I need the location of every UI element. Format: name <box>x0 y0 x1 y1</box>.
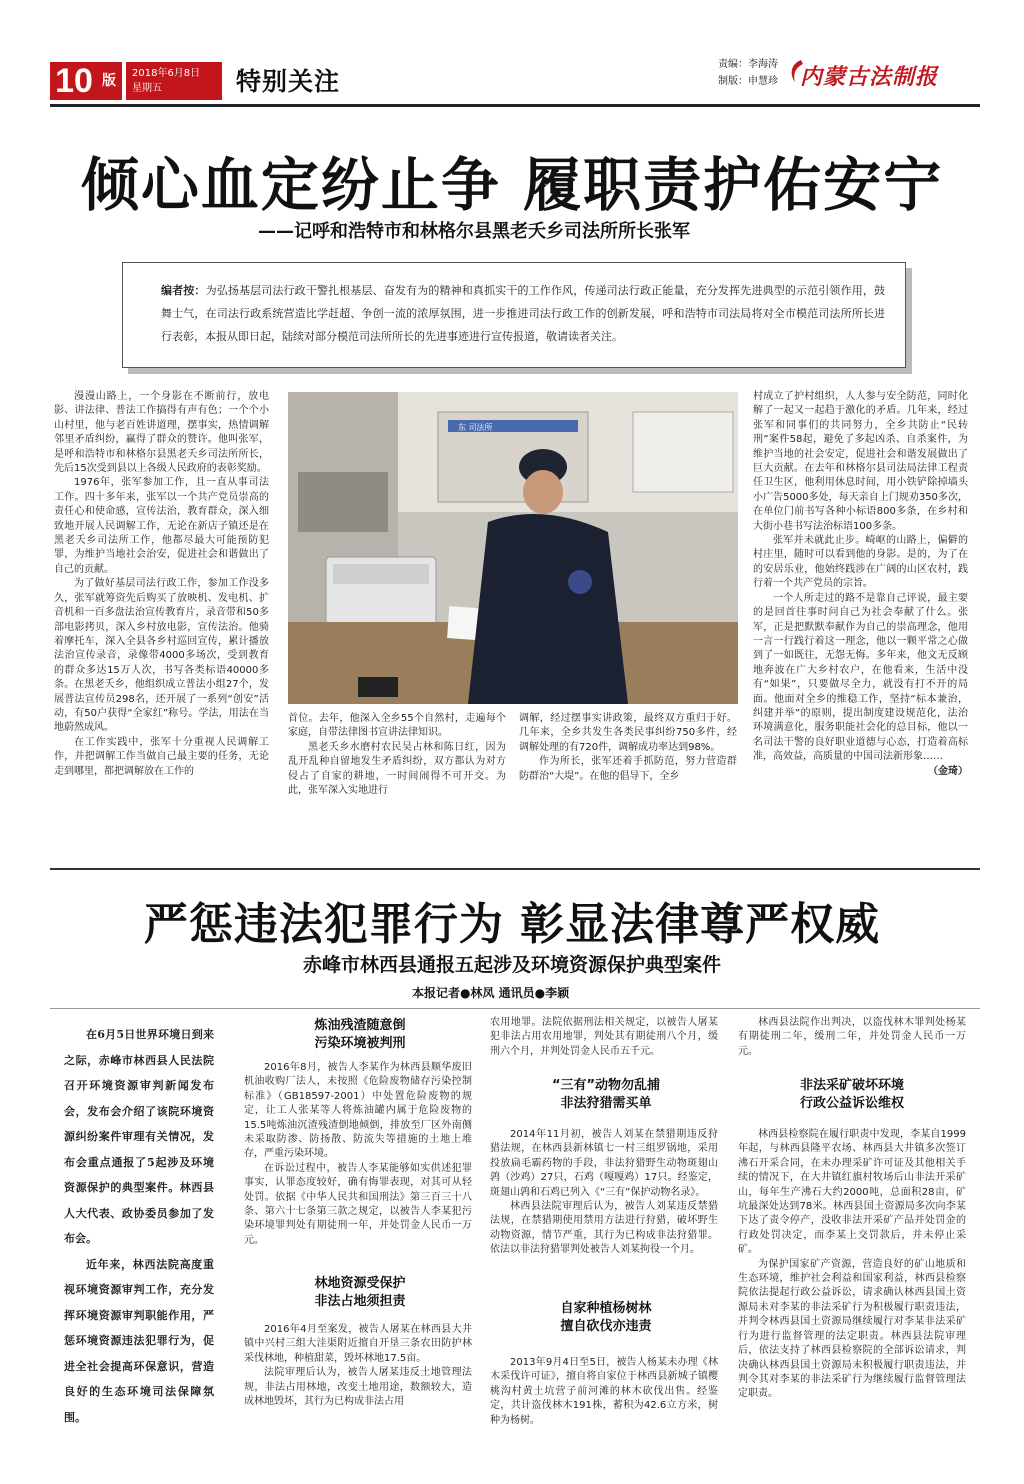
case3-title-line: 非法狩猎需买单 <box>560 1096 652 1111</box>
paragraph: 农用地罪。法院依据刑法相关规定，以被告人屠某犯非法占用农用地罪，判处其有期徒刑八个月，缓刑六个月，并判处罚金人民币五千元。 <box>490 1017 718 1057</box>
paragraph: 2016年8月，被告人李某作为林西县顺华废旧机油收购厂法人，未按照《危险废物储存污染控制标准》（GB18597-2001）中处置危险废物的规定，让工人张某等人将炼油罐内属于危险废物的15.5吨炼油沉渣残渣倒地倾倒，排放至厂区外南侧未采取防渗、防扬散、防流失等措施的土地上堆存，严重污染环境。 <box>244 1062 472 1160</box>
paragraph: 法院审理后认为，被告人屠某违反土地管理法规，非法占用林地，改变土地用途，数额较大，造成林地毁坏，其行为已构成非法占用 <box>244 1367 472 1408</box>
page-ban-label: 版 <box>96 62 122 100</box>
paragraph: 在工作实践中，张军十分重视人民调解工作，并把调解工作当做自己最主要的任务，无论走到哪里，都把调解放在工作的 <box>54 736 269 777</box>
paragraph: 林西县法院审理后认为，被告人刘某违反禁猎法规，在禁猎期使用禁用方法进行狩猎，破坏野生动物资源，情节严重，其行为已构成非法狩猎罪。依法以非法狩猎罪判处被告人刘某拘役一个月。 <box>490 1201 718 1256</box>
photo-sign-text: 东 司法所 <box>458 423 493 432</box>
paragraph: 2016年4月至案发，被告人屠某在林西县大井镇中兴村三组大洼渠附近擅自开垦三条农田防护林采伐林地，种植甜菜，毁坏林地17.5亩。 <box>244 1324 472 1364</box>
case5-body <box>738 1128 966 1402</box>
issue-date <box>126 62 222 100</box>
case2-title-line: 非法占地须担责 <box>314 1294 406 1309</box>
case3-body <box>490 1128 718 1258</box>
paragraph: 在诉讼过程中，被告人李某能够如实供述犯罪事实，认罪态度较好，确有悔罪表现，对其可从轻处罚。依据《中华人民共和国刑法》第三百三十八条、第六十七条第三款之规定，以被告人李某犯污染环境罪判处有期徒刑一年，并处罚金人民币一万元。 <box>244 1162 472 1246</box>
article1-photo <box>288 392 738 704</box>
article1-subtitle: ——记呼和浩特市和林格尔县黑老夭乡司法所所长张军 <box>258 221 690 242</box>
article1-column-2 <box>288 712 506 798</box>
editor-note-text: 为弘扬基层司法行政干警扎根基层、奋发有为的精神和真抓实干的工作作风，传递司法行政正能量，充分发挥先进典型的示范引领作用，鼓舞士气，在司法行政系统营造比学赶超、争创一流的浓厚氛围，进一步推进司法行政工作的创新发展，呼和浩特市司法局将对全市模范司法所所长进行表彰，本报从即日起，陆续对部分模范司法所所长的先进事迹进行宣传报道，敬请读者关注。 <box>161 284 885 343</box>
newspaper-name: 内蒙古法制报 <box>800 65 939 90</box>
case4-body-continued <box>738 1016 966 1059</box>
paragraph: 2013年9月4日至5日，被告人杨某未办理《林木采伐许可证》，擅自将自家位于林西县新城子镇樱桃沟村黄土坑营子前河滩的林木砍伐出售。经鉴定，共计盗伐林木191株，蓄积为42.6立方米，树种为杨树。 <box>490 1357 718 1426</box>
paragraph: 张军并未就此止步。崎岖的山路上，偏僻的村庄里，随时可以看到他的身影。是的，为了在的安居乐业，他始终践涉在广阔的山区农村，践行着一个共产党员的宗旨。 <box>753 535 968 590</box>
article2-subtitle: 赤峰市林西县通报五起涉及环境资源保护典型案件 <box>302 954 721 976</box>
header-rule <box>50 104 980 107</box>
case1-title <box>252 1017 468 1053</box>
paragraph: 林西县检察院在履行职责中发现，李某自1999年起，与林西县隆平农场、林西县大井镇多次签订沸石开采合同，在未办理采矿许可证及其他相关手续的情况下，在大井镇红旗村牧场后山非法开采矿山，每年生产沸石大约2000吨，总面积28亩，矿坑最深处达到78米。林西县国土资源局多次向李某下达了责令停产，没收非法开采矿产品并处罚金的行政处罚决定，而李某上交罚款后，并未停止采矿。 <box>738 1129 966 1256</box>
editor-name: 责编：李海涛 <box>718 59 778 70</box>
case2-body <box>244 1323 472 1409</box>
article1-column-3 <box>519 712 737 784</box>
paragraph: 调解，经过摆事实讲政策，最终双方重归于好。几年来，全乡共发生各类民事纠纷750多件，经调解处理的有720件，调解成功率达到98%。 <box>519 713 737 753</box>
article1-column-1 <box>54 390 269 779</box>
editor-credits <box>718 56 778 90</box>
case3-title-line: “三有”动物勿乱捕 <box>551 1078 661 1093</box>
weekday-text: 星期五 <box>132 83 162 94</box>
editor-note-label: 编者按： <box>161 284 206 297</box>
paragraph: 漫漫山路上，一个身影在不断前行，放电影、讲法律、普法工作搞得有声有色；一个个小山村里，他与老百姓讲道理，摆事实，热情调解邻里矛盾纠纷，赢得了群众的赞许。他叫张军，是呼和浩特市和林格尔县黑老夭乡司法所所长，先后15次受到县以上各级人民政府的表彰奖励。 <box>54 391 269 475</box>
paragraph: 1976年，张军参加工作，且一直从事司法工作。四十多年来，张军以一个共产党员崇高的责任心和使命感，宣传法治，教育群众，深入细致地开展人民调解工作，无论在新店子镇还是在黑老夭乡司法所工作，他都尽最大可能预防犯罪，为维护当地社会治安，促进社会和谐做出了自己的贡献。 <box>54 477 269 575</box>
article1-column-4 <box>753 390 968 779</box>
paragraph: 一个人所走过的路不是靠自己评说，最主要的是回首往事时问自己为社会奉献了什么。张军，正是把默默奉献作为自己的崇高理念，他用一言一行践行着这一理念，他以一颗平常之心做到了一如既往，无怨无悔。多年来，他文无反顾地奔波在广大乡村农户，在他看来，生活中没有“如果”，只要做尽全力，就没有打不开的局面。他面对全乡的维稳工作，坚持“标本兼治，纠建并举”的原则，提出制度建设规范化，法治环境满意化，服务职能社会化的总目标，他以一名司法干警的良好职业道德与心态，打造着高标准，高效益，高质量的中国司法新形象…… <box>753 592 968 763</box>
case4-title-line: 擅自砍伐亦违责 <box>560 1319 652 1334</box>
article2-headline: 严惩违法犯罪行为 彰显法律尊严权威 <box>143 899 881 950</box>
article1-author: （金琦） <box>928 765 968 777</box>
editor-note <box>122 262 906 368</box>
case5-title <box>744 1077 960 1113</box>
paragraph: 林西县法院作出判决，以盗伐林木罪判处杨某有期徒刑二年，缓刑二年，并处罚金人民币一万元。 <box>738 1017 966 1057</box>
paragraph: 为了做好基层司法行政工作，参加工作没多久，张军就筹资先后购买了放映机、发电机、扩音机和一百多盘法治宣传教育片，录音带和50多部电影拷贝，深入乡村放电影，宣传法治。他骑着摩托车，深入全县各乡村巡回宣传，累计播放法治宣传录音，录像带4000多场次，受到教育的群众多达15万人次，书写各类标语40000多条。在黑老夭乡，他组织成立普法小组27个，发展普法宣传员298名，还开展了一系列“创安”活动，有50户获得“全家红”称号。学法，用法在当地蔚然成风。 <box>54 578 269 734</box>
date-text: 2018年6月8日 <box>132 68 201 79</box>
paragraph: 2014年11月初，被告人刘某在禁猎期违反狩猎法规，在林西县新林镇七一村三组罗锅地，采用投放扁毛霸药物的手段，非法狩猎野生动物斑翅山鹑（沙鸡）27只，石鸡（嘎嘎鸡）17只。经鉴定，斑翅山鹑和石鸡已列入《“三有”保护动物名录》。 <box>490 1129 718 1198</box>
article1-headline: 倾心血定纷止争 履职责护佑安宁 <box>80 151 944 219</box>
officer-at-desk-photo-icon <box>288 392 738 704</box>
case2-title-line: 林地资源受保护 <box>314 1276 406 1291</box>
case4-title-line: 自家种植杨树林 <box>560 1301 652 1316</box>
article2-intro <box>64 1022 214 1430</box>
page-number: 10 <box>50 62 118 100</box>
paragraph: 首位。去年，他深入全乡55个自然村，走遍每个家庭，自带法律图书宣讲法律知识。 <box>288 713 506 739</box>
paragraph: 在6月5日世界环境日到来之际，赤峰市林西县人民法院召开环境资源审判新闻发布会，发布会介绍了该院环境资源纠纷案件审理有关情况，发布会重点通报了5起涉及环境资源保护的典型案件。林西县人大代表、政协委员参加了发布会。 <box>64 1028 214 1245</box>
paragraph: 为保护国家矿产资源，营造良好的矿山地质和生态环境，维护社会利益和国家利益，林西县检察院依法提起行政公益诉讼，请求确认林西县国土资源局未对李某的非法采矿行为积极履行职责违法，并判令林西县国土资源局继续履行对李某非法采矿行为进行监督管理的法定职责。林西县法院审理后，依法支持了林西县检察院的全部诉讼请求，判决确认林西县国土资源局未积极履行职责违法，并判令其对李某的非法采矿行为继续履行监督管理法定职责。 <box>738 1258 966 1400</box>
case2-title <box>252 1275 468 1311</box>
case4-body <box>490 1356 718 1428</box>
paragraph: 近年来，林西法院高度重视环境资源审判工作，充分发挥环境资源审判职能作用，严惩环境资源违法犯罪行为，促进全社会提高环保意识，营造良好的生态环境司法保障氛围。 <box>64 1257 214 1424</box>
case5-title-line: 非法采矿破坏环境 <box>799 1078 904 1093</box>
paragraph: 村成立了护村组织，人人参与安全防范，同时化解了一起又一起趋于激化的矛盾。几年来，经过张军和同事们的共同努力，全乡共防止“民转刑”案件58起，避免了多起凶杀、自杀案件，为维护当地的社会安定，促进社会和谐发展做出了巨大贡献。在去年和林格尔县司法局法律工程责任卫生区，他利用休息时间，用小铁铲除掉墙头小广告5000多处，每天亲自上门规劝350多次，在单位门前书写各种小标语800多条，在乡村和大街小巷书写法治标语100多条。 <box>753 391 968 532</box>
paragraph: 黑老夭乡水磨村农民吴占林和陈日红，因为乱开乱种自留地发生矛盾纠纷，双方都认为对方侵占了自家的耕地，一时间闹得不可开交。为此，张军深入实地进行 <box>288 741 506 797</box>
designer-name: 制版：申慧珍 <box>718 76 778 87</box>
article2-byline: 本报记者●林凤 通讯员●李颖 <box>412 986 570 1000</box>
case3-title <box>498 1077 714 1113</box>
case1-body <box>244 1061 472 1248</box>
case5-title-line: 行政公益诉讼维权 <box>799 1096 904 1111</box>
case2-body-continued <box>490 1016 718 1059</box>
case1-title-line: 炼油残渣随意倒 <box>314 1018 406 1033</box>
column-title: 特别关注 <box>236 67 341 96</box>
case1-title-line: 污染环境被判刑 <box>314 1036 406 1051</box>
case4-title <box>498 1300 714 1336</box>
paragraph: 作为所长，张军还着手抓防范，努力营造群防群治“大堤”。在他的倡导下，全乡 <box>519 756 737 782</box>
byline-rule <box>50 1008 980 1009</box>
section-divider <box>50 868 980 870</box>
